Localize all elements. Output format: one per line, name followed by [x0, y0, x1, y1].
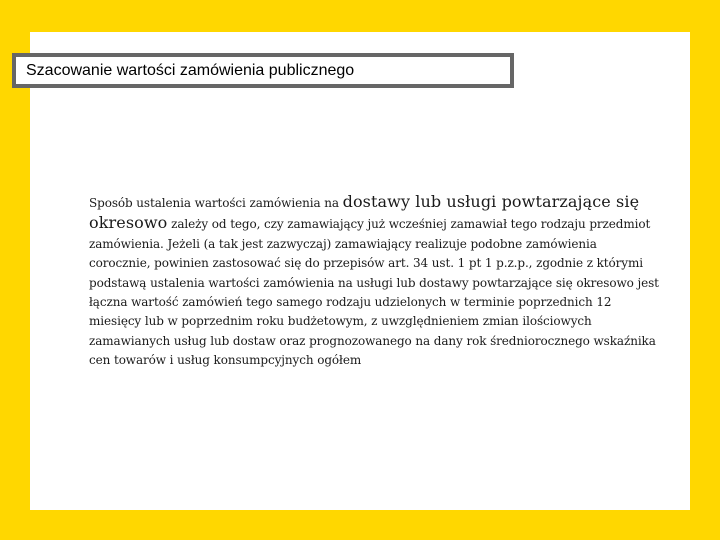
page-title: Szacowanie wartości zamówienia publicznego: [26, 62, 355, 79]
paragraph-emphasis: dostawy lub usługi powtarzające się okresowo: [89, 192, 640, 233]
title-box: [12, 53, 514, 88]
paragraph-rest: zależy od tego, czy zamawiający już wcześniej zamawiał tego rodzaju przedmiot zamówienia. Jeżeli (a tak jest zazwyczaj) zamawiający realizuje podobne zamówienia corocznie, powinien zastosować się do przepisów art. 34 ust. 1 pt 1 p.z.p., zgodnie z którymi podstawą ustalenia wartości zamówienia na usługi lub dostawy powtarzające się okresowo jest łączna wartość zamówień tego samego rodzaju udzielonych w terminie poprzednich 12 miesięcy lub w poprzednim roku budżetowym, z uwzględnieniem zmian ilościowych zamawianych usług lub dostaw oraz prognozowanego na dany rok średniorocznego wskaźnika cen towarów i usług konsumpcyjnych ogółem: [89, 217, 659, 368]
paragraph-intro: Sposób ustalenia wartości zamówienia na: [89, 196, 343, 210]
body-paragraph: [89, 192, 659, 371]
